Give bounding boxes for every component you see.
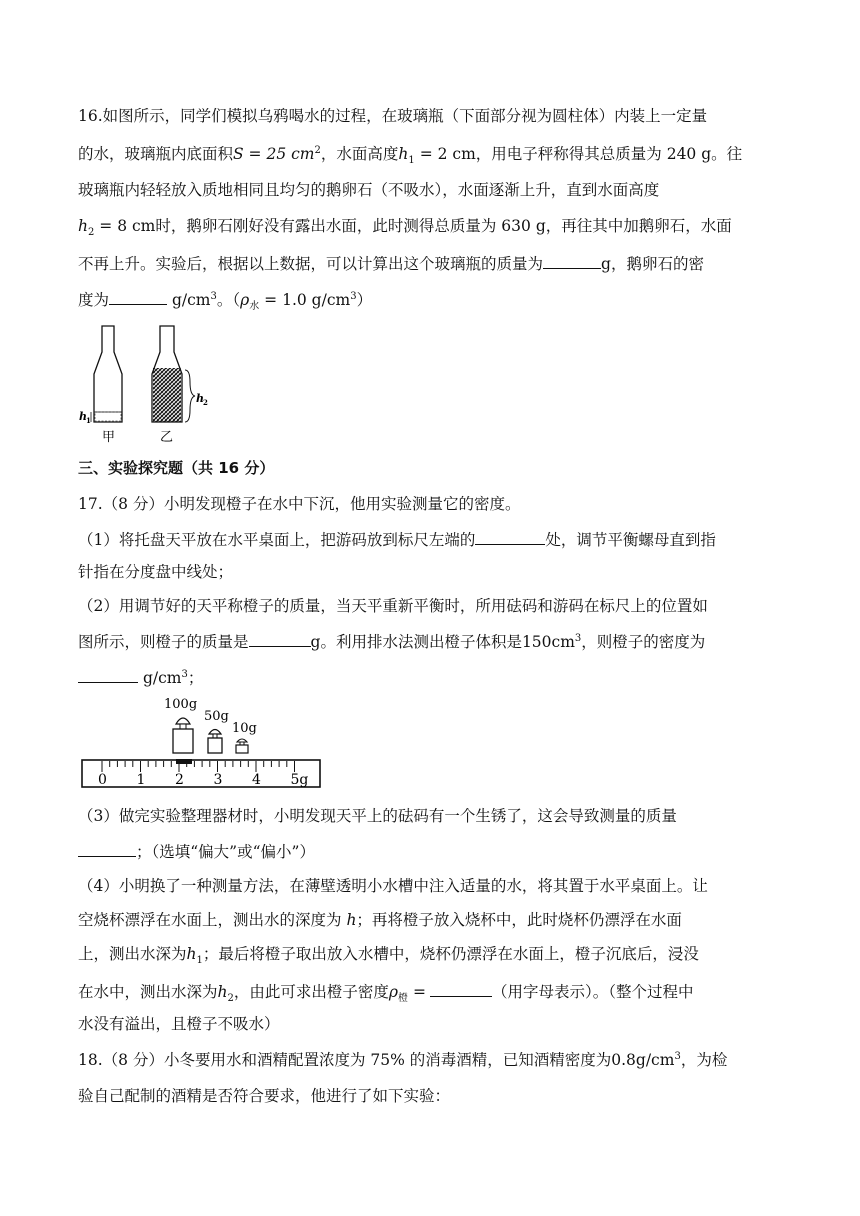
- q17-p1-text-a: （1）将托盘天平放在水平桌面上，把游码放到标尺左端的: [78, 531, 476, 549]
- q18-line-2: [78, 1086, 778, 1106]
- q17-p4-text-h: （用字母表示）。（整个过程中: [491, 983, 694, 1001]
- q17-part4-line5: [78, 1014, 778, 1034]
- answer-blank-bottle-mass[interactable]: [543, 252, 601, 269]
- fig-h1-label: h: [79, 410, 87, 423]
- bottle-figure: [76, 322, 226, 446]
- q17-part4-line1: [78, 876, 778, 896]
- depth-h1-symbol: h: [186, 945, 197, 963]
- q17-part2-line1: [78, 596, 778, 616]
- weight-label-10g: 10g: [232, 721, 257, 736]
- answer-blank-mass-bias[interactable]: [78, 840, 136, 857]
- weight-50g: [208, 730, 222, 754]
- q16-text-1: 16.如图所示，同学们模拟乌鸦喝水的过程，在玻璃瓶（下面部分视为圆柱体）内装上一定量: [78, 107, 708, 125]
- q17-p3-text-a: （3）做完实验整理器材时，小明发现天平上的砝码有一个生锈了，这会导致测量的质量: [78, 807, 677, 825]
- scale-tick-label: 4: [252, 772, 261, 788]
- rho-subscript-orange: 橙: [398, 993, 409, 1005]
- rho-equals: =: [408, 983, 426, 1001]
- svg-text:2: 2: [203, 398, 208, 407]
- depth-h-symbol: h: [346, 911, 357, 929]
- q17-p3-text-b: ；（选填“偏大”或“偏小”）: [136, 843, 315, 861]
- q17-p2-text-f: ；: [187, 669, 204, 687]
- q16-line-5: [78, 252, 778, 274]
- q17-part2-line2: 图所示，则橙子的质量是 g。利用排水法测出橙子体积是$150cm^3$，则橙子的密度为: [78, 630, 778, 652]
- scale-tick-label: 5g: [290, 772, 309, 788]
- q17-p1-text-b: 处，调节平衡螺母直到指: [545, 531, 716, 549]
- answer-blank-orange-mass[interactable]: [249, 630, 311, 647]
- q17-p4-text-g: ，由此可求出橙子密度: [233, 983, 389, 1001]
- q16-text-2b: ，水面高度: [320, 145, 399, 163]
- q17-p4-text-e: ；最后将橙子取出放入水槽中，烧杯仍漂浮在水面上，橙子沉底后，浸没: [202, 945, 699, 963]
- q16-h1-symbol: h: [398, 145, 409, 163]
- q18-text-2: 验自己配制的酒精是否符合要求，他进行了如下实验：: [78, 1087, 451, 1105]
- q17-intro-text: 17.（8 分）小明发现橙子在水中下沉，他用实验测量它的密度。: [78, 495, 521, 513]
- answer-blank-orange-density-formula[interactable]: [430, 980, 492, 997]
- q16-line-6: 度为 $g/cm^3$。（$\rho_水 = 1.0$ $g/cm^3$）: [78, 288, 778, 310]
- q17-p2-text-e: g/cm: [142, 669, 182, 687]
- q17-part2-line3: $g/cm^3$；: [78, 666, 778, 688]
- svg-text:1: 1: [86, 416, 91, 425]
- water-density-value: = 1.0 g/cm: [259, 291, 351, 309]
- q16-text-6a: 度为: [78, 291, 110, 309]
- rho-symbol: ρ: [240, 291, 250, 309]
- q17-part3-line2: [78, 840, 778, 862]
- section-3-title: [78, 458, 778, 478]
- q16-line-3: [78, 180, 778, 200]
- weight-label-50g: 50g: [204, 709, 229, 724]
- q16-text-2a: 的水，玻璃瓶内底面积: [78, 145, 234, 163]
- rho-subscript-water: 水: [249, 301, 260, 313]
- q16-h2-symbol: h: [78, 217, 88, 235]
- q16-line-2: 的水，玻璃瓶内底面积S = 25 $cm^2$，水面高度$h_1 = 2$ cm，用电子秤称得其总质量为 240 g。往: [78, 144, 743, 167]
- q18-text-1a: 18.（8 分）小冬要用水和酒精配置浓度为 75% 的消毒酒精，已知酒精密度为: [78, 1051, 612, 1069]
- scale-tick-label: 2: [175, 772, 184, 788]
- q16-h1-value: = 2 cm: [414, 145, 476, 163]
- answer-blank-stone-density[interactable]: [109, 288, 167, 305]
- depth-h2-symbol: h: [217, 983, 228, 1001]
- q16-text-3: 玻璃瓶内轻轻放入质地相同且均匀的鹅卵石（不吸水），水面逐渐上升，直到水面高度: [78, 181, 660, 199]
- alcohol-density-value: 0.8g/cm: [611, 1051, 675, 1069]
- section-3-title-text: 三、实验探究题（共 16 分）: [78, 459, 275, 477]
- q17-p2-text-c: g。利用排水法测出橙子体积是150cm: [310, 633, 575, 651]
- q16-text-5b: g，鹅卵石的密: [601, 255, 704, 273]
- q17-p2-text-a: （2）用调节好的天平称橙子的质量，当天平重新平衡时，所用砝码和游码在标尺上的位置如: [78, 597, 708, 615]
- q16-h2-value: = 8 cm: [94, 217, 156, 235]
- answer-blank-orange-density[interactable]: [78, 666, 138, 683]
- rho-orange-symbol: ρ: [388, 983, 399, 1001]
- bottle-yi: [152, 326, 182, 422]
- fig-label-yi: 乙: [160, 430, 174, 445]
- q16-text-6b: g/cm: [171, 291, 211, 309]
- rider-marker[interactable]: [176, 759, 192, 764]
- q17-p4-text-c: ；再将橙子放入烧杯中，此时烧杯仍漂浮在水面: [356, 911, 682, 929]
- q17-part4-line3: 上，测出水深为$h_1$；最后将橙子取出放入水槽中，烧杯仍漂浮在水面上，橙子沉底后，浸没: [78, 945, 699, 967]
- q17-p4-text-d: 上，测出水深为: [78, 945, 187, 963]
- weight-100g: [173, 718, 193, 753]
- q16-text-4b: 时，鹅卵石刚好没有露出水面，此时测得总质量为 630 g，再往其中加鹅卵石，水面: [155, 217, 732, 235]
- weight-10g: [236, 739, 248, 753]
- q17-p4-text-a: （4）小明换了一种测量方法，在薄壁透明小水槽中注入适量的水，将其置于水平桌面上。让: [78, 877, 708, 895]
- q17-p4-text-f: 在水中，测出水深为: [78, 983, 218, 1001]
- answer-blank-zero-mark[interactable]: [475, 528, 545, 545]
- q17-part3-line1: [78, 806, 778, 826]
- q18-line-1: 18.（8 分）小冬要用水和酒精配置浓度为 75% 的消毒酒精，已知酒精密度为$0.8g/cm^3$，为检: [78, 1050, 728, 1069]
- bottle-jia: [94, 326, 122, 422]
- q17-p2-text-b: 图所示，则橙子的质量是: [78, 633, 249, 651]
- weight-label-100g: 100g: [164, 697, 198, 712]
- q16-line-1: [78, 106, 778, 126]
- scale-tick-label: 1: [136, 772, 146, 788]
- q16-text-2c: ，用电子秤称得其总质量为 240 g。往: [475, 145, 743, 163]
- q16-line-4: $h_2 = 8$ cm时，鹅卵石刚好没有露出水面，此时测得总质量为 630 g，再往其中加鹅卵石，水面: [78, 217, 732, 239]
- q16-text-6c: 。（: [216, 291, 241, 309]
- q17-intro: [78, 494, 778, 514]
- q17-part4-line2: [78, 910, 778, 930]
- scale-tick-label: 0: [98, 772, 107, 788]
- q16-text-5a: 不再上升。实验后，根据以上数据，可以计算出这个玻璃瓶的质量为: [78, 255, 544, 273]
- balance-weights-figure: [76, 694, 326, 794]
- q16-text-6d: ）: [356, 291, 373, 309]
- q18-text-1c: ，为检: [680, 1051, 728, 1069]
- q17-part1-line2: [78, 562, 778, 582]
- q17-p2-text-d: ，则橙子的密度为: [581, 633, 706, 651]
- scale-tick-label: 3: [213, 772, 223, 788]
- q17-p4-text-i: 水没有溢出，且橙子不吸水）: [78, 1015, 280, 1033]
- q16-area-formula: S = 25 cm: [233, 145, 315, 163]
- q17-p1-text-c: 针指在分度盘中线处；: [78, 563, 234, 581]
- fig-h2-label: h: [196, 392, 204, 405]
- q17-part4-line4: 在水中，测出水深为$h_2$，由此可求出橙子密度$\rho_橙$ = （用字母表示）。（整个过程中: [78, 980, 778, 1002]
- fig-label-jia: 甲: [102, 430, 116, 445]
- q17-p4-text-b: 空烧杯漂浮在水面上，测出水的深度为: [78, 911, 347, 929]
- q17-part1-line1: [78, 528, 778, 550]
